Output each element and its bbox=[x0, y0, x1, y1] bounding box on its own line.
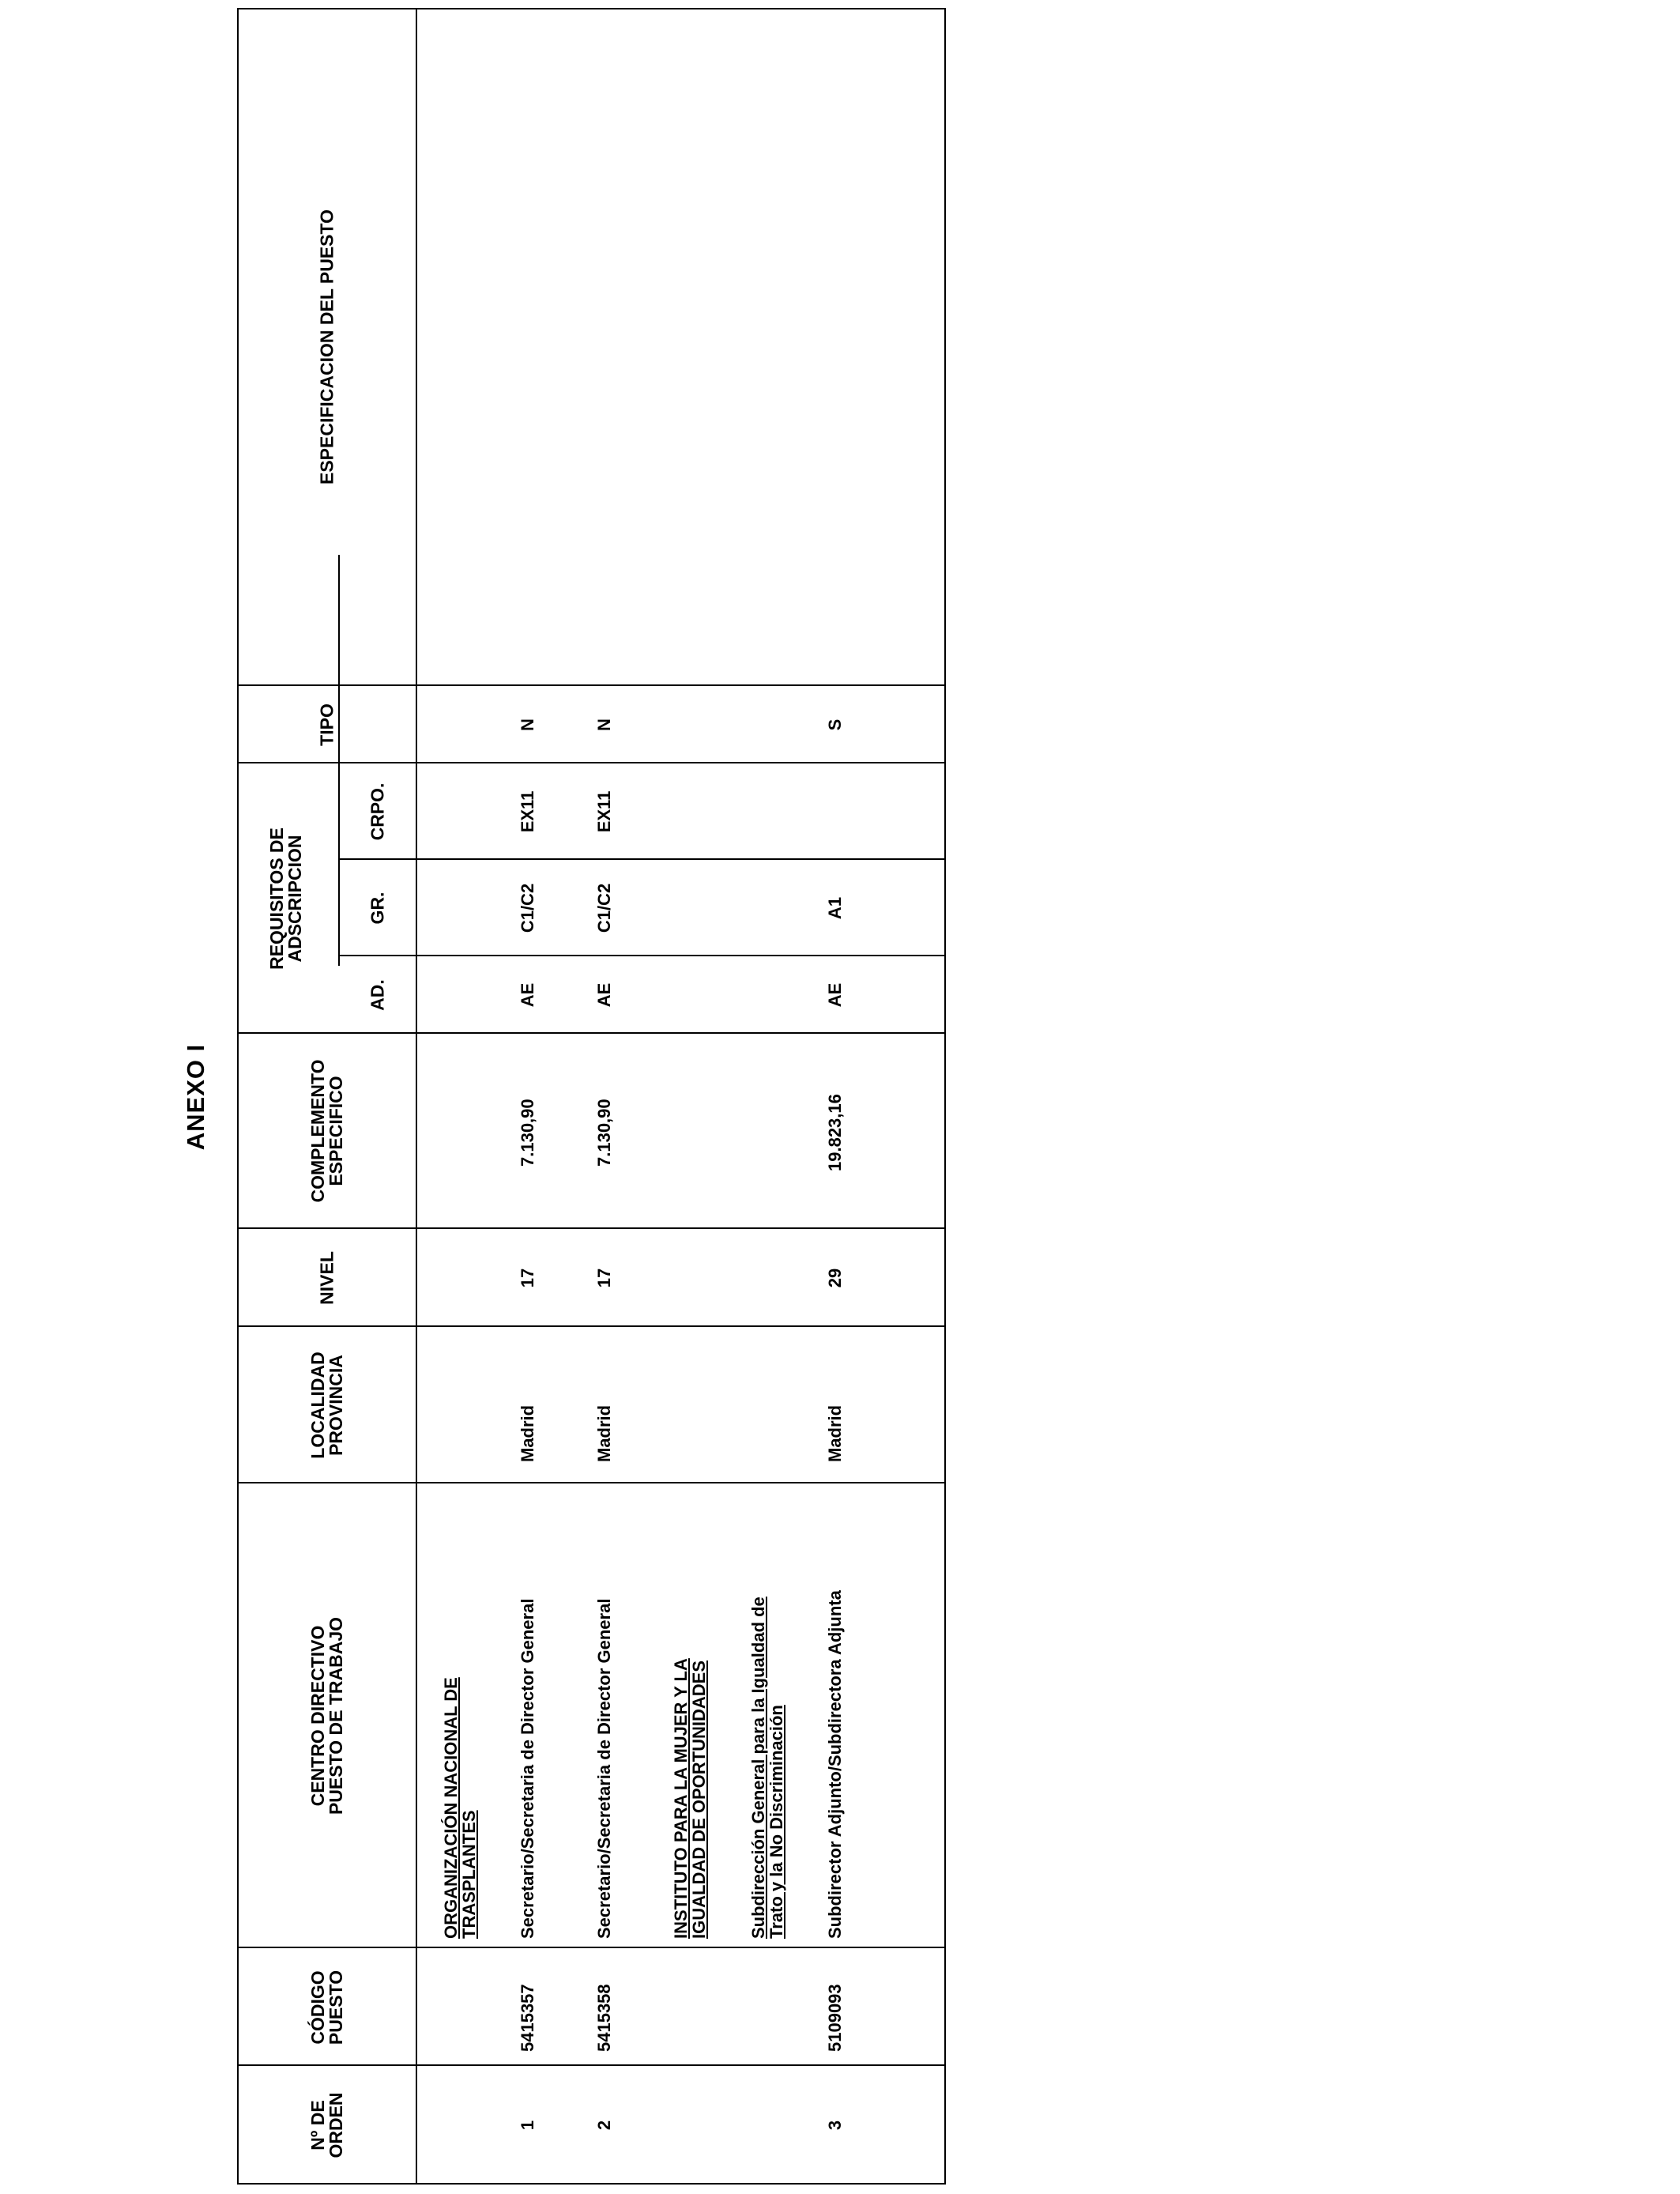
header-crpo: CRPO. bbox=[367, 782, 388, 841]
header-localidad-line-2: PROVINCIA bbox=[326, 1355, 346, 1456]
header-gr: GR. bbox=[367, 892, 388, 925]
row-nivel: 29 bbox=[825, 1268, 845, 1288]
header-separator bbox=[416, 8, 417, 2185]
header-centro-line-2: PUESTO DE TRABAJO bbox=[326, 1616, 346, 1815]
row-complemento: 19.823,16 bbox=[825, 1094, 845, 1171]
section-title-ont-line-2: TRASPLANTES bbox=[459, 1810, 480, 1939]
row-tipo: N bbox=[518, 718, 537, 731]
col-sep-6 bbox=[237, 1032, 946, 1034]
col-sep-ad bbox=[338, 955, 946, 956]
row-puesto: Secretario/Secretaria de Director General bbox=[518, 1598, 537, 1939]
row-localidad: Madrid bbox=[825, 1404, 845, 1462]
header-tipo: TIPO bbox=[316, 703, 337, 746]
table-border-bottom bbox=[944, 8, 946, 2185]
section-title-subdireccion bbox=[749, 1596, 785, 1939]
row-codigo: 5109093 bbox=[825, 1984, 845, 2052]
row-tipo: N bbox=[594, 718, 614, 731]
header-orden-line-1: Nº DE bbox=[307, 2100, 328, 2151]
header-requisitos bbox=[268, 827, 304, 970]
header-orden-line-2: ORDEN bbox=[326, 2092, 346, 2158]
row-puesto: Subdirector Adjunto/Subdirectora Adjunta bbox=[825, 1590, 845, 1939]
col-sep-3 bbox=[237, 1482, 946, 1483]
header-codigo-line-1: CÓDIGO bbox=[307, 1970, 328, 2045]
header-complemento bbox=[309, 1059, 345, 1202]
header-ad: AD. bbox=[367, 979, 388, 1011]
header-centro bbox=[309, 1617, 345, 1815]
header-orden bbox=[309, 2092, 345, 2158]
header-localidad bbox=[309, 1351, 345, 1458]
section-title-subdireccion-line-1: Subdirección General para la Igualdad de bbox=[748, 1596, 768, 1939]
header-requisitos-line-1: REQUISITOS DE bbox=[266, 827, 287, 970]
row-nivel: 17 bbox=[594, 1268, 614, 1288]
header-centro-line-1: CENTRO DIRECTIVO bbox=[307, 1625, 328, 1807]
header-codigo-line-2: PUESTO bbox=[326, 1970, 346, 2045]
header-requisitos-line-2: ADSCRIPCION bbox=[284, 835, 305, 963]
row-codigo: 5415357 bbox=[518, 1984, 537, 2052]
col-sep-5 bbox=[237, 1227, 946, 1229]
section-title-subdireccion-line-2: Trato y la No Discriminación bbox=[767, 1705, 787, 1939]
row-tipo: S bbox=[825, 718, 845, 731]
requisitos-subheader-line bbox=[338, 555, 340, 966]
table-border-top bbox=[237, 8, 239, 2185]
row-codigo: 5415358 bbox=[594, 1984, 614, 2052]
section-title-instituto-line-2: IGUALDAD DE OPORTUNIDADES bbox=[689, 1660, 710, 1939]
row-nivel: 17 bbox=[518, 1268, 537, 1288]
col-sep-7 bbox=[237, 762, 946, 763]
section-title-instituto-line-1: INSTITUTO PARA LA MUJER Y LA bbox=[671, 1658, 691, 1939]
row-localidad: Madrid bbox=[518, 1404, 537, 1462]
row-gr: A1 bbox=[825, 896, 845, 920]
row-ad: AE bbox=[518, 982, 537, 1008]
header-nivel: NIVEL bbox=[316, 1251, 337, 1305]
header-localidad-line-1: LOCALIDAD bbox=[307, 1351, 328, 1459]
page-title: ANEXO I bbox=[182, 1043, 209, 1151]
row-crpo: EX11 bbox=[594, 790, 614, 833]
row-complemento: 7.130,90 bbox=[518, 1099, 537, 1167]
vacancy-table bbox=[237, 8, 946, 2185]
col-sep-4 bbox=[237, 1325, 946, 1327]
col-sep-1 bbox=[237, 2064, 946, 2066]
row-ad: AE bbox=[825, 982, 845, 1008]
row-ad: AE bbox=[594, 982, 614, 1008]
col-sep-2 bbox=[237, 1947, 946, 1948]
header-codigo bbox=[309, 1970, 345, 2045]
row-orden: 1 bbox=[518, 2120, 537, 2131]
row-crpo: EX11 bbox=[518, 790, 537, 833]
col-sep-8 bbox=[237, 684, 946, 686]
section-title-ont-line-1: ORGANIZACIÓN NACIONAL DE bbox=[441, 1677, 461, 1939]
table-border-right bbox=[237, 8, 946, 9]
section-title-ont bbox=[442, 1677, 478, 1939]
header-complemento-line-2: ESPECIFICO bbox=[326, 1076, 346, 1186]
table-border-left bbox=[237, 2183, 946, 2185]
row-complemento: 7.130,90 bbox=[594, 1099, 614, 1167]
row-gr: C1/C2 bbox=[594, 883, 614, 933]
row-gr: C1/C2 bbox=[518, 883, 537, 933]
header-especificacion: ESPECIFICACION DEL PUESTO bbox=[316, 209, 337, 485]
section-title-instituto bbox=[672, 1658, 708, 1939]
row-orden: 3 bbox=[825, 2120, 845, 2131]
col-sep-gr bbox=[338, 858, 946, 860]
row-localidad: Madrid bbox=[594, 1404, 614, 1462]
header-complemento-line-1: COMPLEMENTO bbox=[307, 1059, 328, 1203]
row-puesto: Secretario/Secretaria de Director General bbox=[594, 1598, 614, 1939]
row-orden: 2 bbox=[594, 2120, 614, 2131]
